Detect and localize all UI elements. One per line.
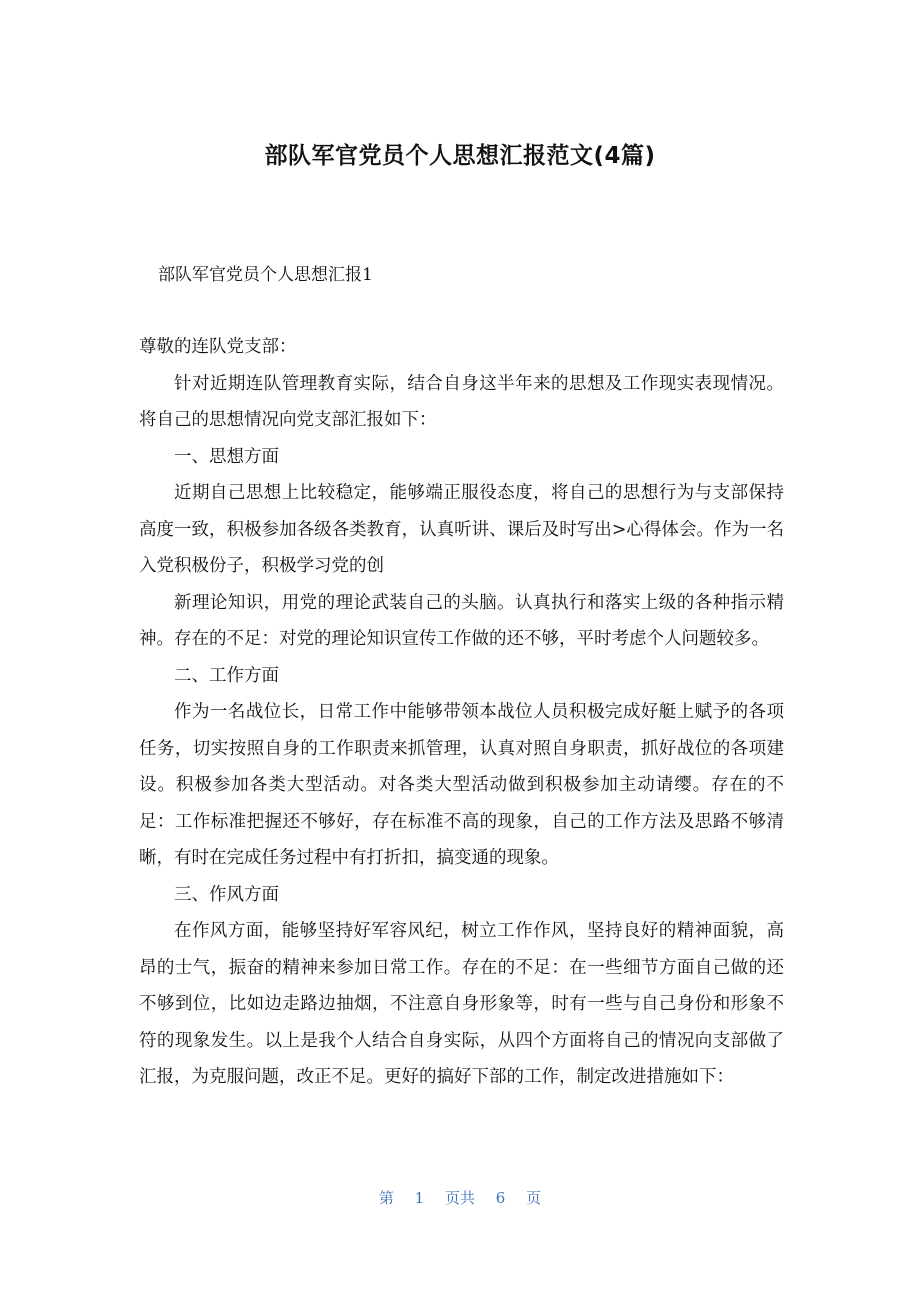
footer-suffix: 页 [526, 1189, 542, 1207]
footer-current-page: 1 [414, 1189, 425, 1207]
document-body [139, 329, 784, 1096]
paragraph-thought-1: 近期自己思想上比较稳定，能够端正服役态度，将自己的思想行为与支部保持高度一致，积极参加各级各类教育，认真听讲、课后及时写出>心得体会。作为一名入党积极份子，积极学习党的创 [139, 483, 784, 576]
paragraph-work: 作为一名战位长，日常工作中能够带领本战位人员积极完成好艇上赋予的各项任务，切实按照自身的工作职责来抓管理，认真对照自身职责，抓好战位的各项建设。积极参加各类大型活动。对各类大型活动做到积极参加主动请缨。存在的不足：工作标准把握还不够好，存在标准不高的现象，自己的工作方法及思路不够清晰，有时在完成任务过程中有打折扣，搞变通的现象。 [139, 702, 784, 868]
heading-thought: 一、思想方面 [174, 446, 279, 467]
heading-work: 二、工作方面 [174, 665, 279, 686]
heading-style: 三、作风方面 [174, 884, 279, 905]
footer-middle: 页共 [444, 1189, 475, 1207]
paragraph-intro: 针对近期连队管理教育实际，结合自身这半年来的思想及工作现实表现情况。将自己的思想情况向党支部汇报如下： [139, 373, 784, 430]
salutation: 尊敬的连队党支部： [139, 337, 297, 357]
footer-prefix: 第 [378, 1189, 394, 1207]
footer-total-pages: 6 [495, 1189, 506, 1207]
document-title: 部队军官党员个人思想汇报范文(4篇) [264, 143, 656, 169]
paragraph-style: 在作风方面，能够坚持好军容风纪，树立工作作风，坚持良好的精神面貌，高昂的士气，振奋的精神来参加日常工作。存在的不足：在一些细节方面自己做的还不够到位，比如边走路边抽烟，不注意自身形象等，时有一些与自己身份和形象不符的现象发生。以上是我个人结合自身实际，从四个方面将自己的情况向支部做了汇报，为克服问题，改正不足。更好的搞好下部的工作，制定改进措施如下： [139, 921, 784, 1087]
page-footer [0, 1186, 920, 1210]
paragraph-thought-2: 新理论知识，用党的理论武装自己的头脑。认真执行和落实上级的各种指示精神。存在的不足：对党的理论知识宣传工作做的还不够，平时考虑个人问题较多。 [139, 592, 784, 649]
section-subtitle: 部队军官党员个人思想汇报1 [158, 265, 373, 285]
